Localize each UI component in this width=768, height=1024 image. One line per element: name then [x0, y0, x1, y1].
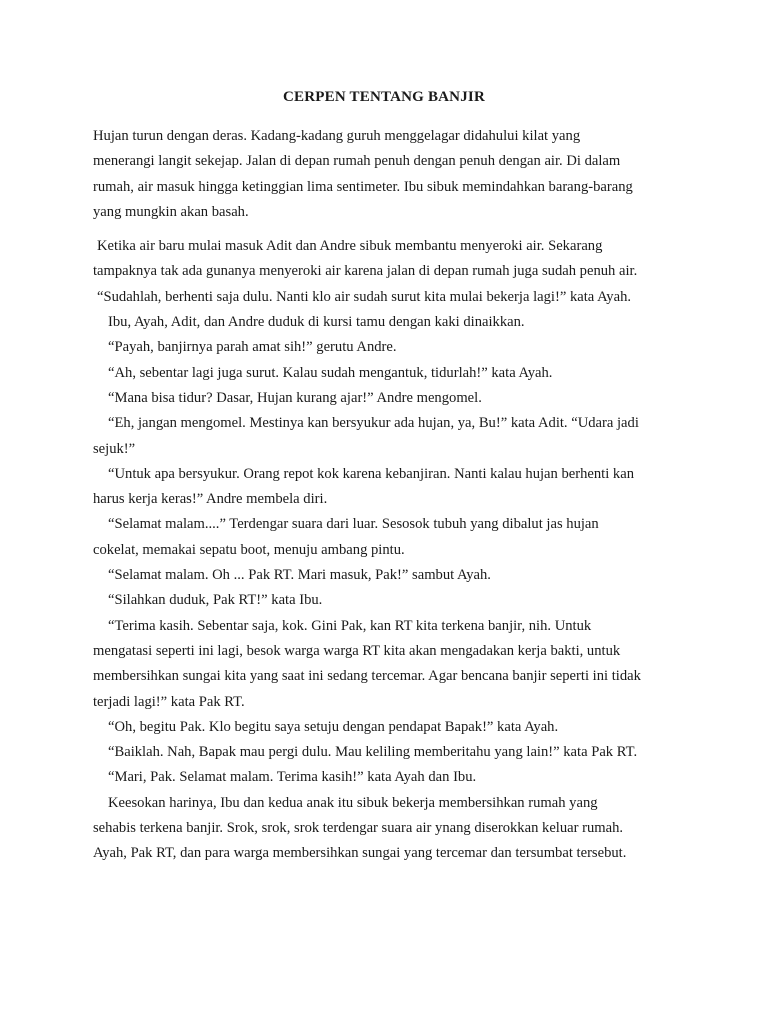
paragraph-line: membersihkan sungai kita yang saat ini sedang tercemar. Agar bencana banjir seperti ini tidak [93, 668, 641, 685]
paragraph-line: harus kerja keras!” Andre membela diri. [93, 491, 328, 508]
paragraph-line: Hujan turun dengan deras. Kadang-kadang guruh menggelagar didahului kilat yang [93, 128, 581, 144]
paragraph-line: “Selamat malam....” Terdengar suara dari luar. Sesosok tubuh yang dibalut jas hujan [108, 516, 599, 533]
paragraph-line: “Terima kasih. Sebentar saja, kok. Gini Pak, kan RT kita terkena banjir, nih. Untuk [108, 617, 592, 634]
document-title: CERPEN TENTANG BANJIR [282, 89, 485, 105]
paragraph-line: Ketika air baru mulai masuk Adit dan Andre sibuk membantu menyeroki air. Sekarang [97, 238, 603, 255]
paragraph-line: rumah, air masuk hingga ketinggian lima sentimeter. Ibu sibuk memindahkan barang-barang [93, 178, 633, 195]
paragraph-line: menerangi langit sekejap. Jalan di depan rumah penuh dengan penuh dengan air. Di dalam [93, 153, 621, 170]
paragraph-line: sehabis terkena banjir. Srok, srok, srok terdengar suara air ynang diserokkan keluar rumah. [93, 820, 624, 837]
paragraph-line: Keesokan harinya, Ibu dan kedua anak itu sibuk bekerja membersihkan rumah yang [108, 794, 598, 811]
document-body [93, 124, 685, 867]
paragraph-line: “Silahkan duduk, Pak RT!” kata Ibu. [108, 592, 323, 609]
paragraph-line: Ayah, Pak RT, dan para warga membersihkan sungai yang tercemar dan tersumbat tersebut. [93, 845, 627, 862]
paragraph-line: “Sudahlah, berhenti saja dulu. Nanti klo air sudah surut kita mulai bekerja lagi!” kata Ayah. [97, 288, 632, 305]
paragraph-line: “Mari, Pak. Selamat malam. Terima kasih!” kata Ayah dan Ibu. [108, 769, 477, 786]
paragraph-line: tampaknya tak ada gunanya menyeroki air karena jalan di depan rumah juga sudah penuh air. [93, 263, 638, 280]
paragraph-line: cokelat, memakai sepatu boot, menuju ambang pintu. [93, 541, 405, 558]
paragraph-line: mengatasi seperti ini lagi, besok warga warga RT kita akan mengadakan kerja bakti, untuk [93, 642, 621, 659]
paragraph-line: “Untuk apa bersyukur. Orang repot kok karena kebanjiran. Nanti kalau hujan berhenti kan [108, 465, 635, 482]
paragraph-gap [93, 225, 685, 234]
paragraph-line: “Ah, sebentar lagi juga surut. Kalau sudah mengantuk, tidurlah!” kata Ayah. [108, 364, 553, 381]
paragraph-line: Ibu, Ayah, Adit, dan Andre duduk di kursi tamu dengan kaki dinaikkan. [108, 314, 525, 331]
paragraph-line: “Baiklah. Nah, Bapak mau pergi dulu. Mau keliling memberitahu yang lain!” kata Pak RT. [108, 744, 638, 761]
paragraph-line: terjadi lagi!” kata Pak RT. [93, 693, 245, 710]
paragraph-line: yang mungkin akan basah. [93, 203, 249, 220]
paragraph-line: “Oh, begitu Pak. Klo begitu saya setuju dengan pendapat Bapak!” kata Ayah. [108, 718, 559, 735]
paragraph-line: “Selamat malam. Oh ... Pak RT. Mari masuk, Pak!” sambut Ayah. [108, 567, 491, 584]
paragraph-line: “Eh, jangan mengomel. Mestinya kan bersyukur ada hujan, ya, Bu!” kata Adit. “Udara jadi [108, 415, 639, 432]
paragraph-line: “Mana bisa tidur? Dasar, Hujan kurang ajar!” Andre mengomel. [108, 389, 482, 406]
paragraph-line: “Payah, banjirnya parah amat sih!” gerutu Andre. [108, 339, 397, 356]
paragraph-line: sejuk!” [93, 440, 136, 457]
